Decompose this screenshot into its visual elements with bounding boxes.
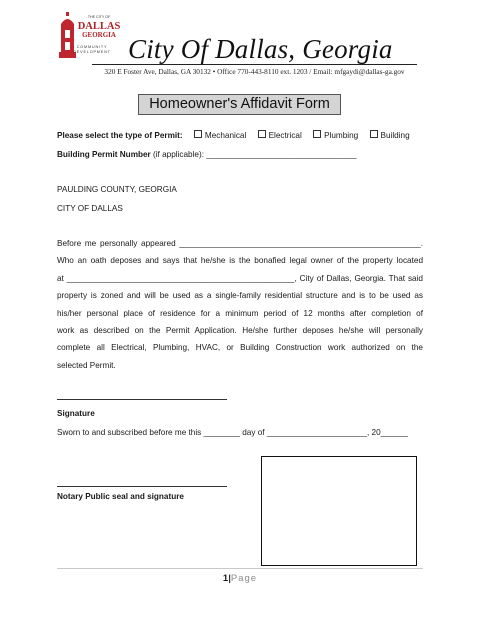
affidavit-body (57, 235, 423, 374)
checkbox-icon[interactable] (194, 130, 202, 138)
header-divider (92, 64, 417, 65)
body-line: at __________________________________________________, City of Dallas, Georgia. That said (57, 273, 423, 283)
permit-option-mechanical[interactable]: Mechanical (194, 131, 246, 140)
body-line: Before me personally appeared _____________________________________________________. (57, 239, 423, 248)
checkbox-icon[interactable] (258, 130, 266, 138)
city-line: CITY OF DALLAS (57, 204, 123, 213)
body-line: Who an oath deposes and says that he/she is the bonafied legal owner of the property located (57, 256, 423, 266)
logo-text-top: THE CITY OF (87, 15, 111, 19)
footer-divider (57, 568, 423, 569)
page-footer (0, 573, 480, 584)
page-word: Page (230, 573, 258, 584)
permit-option-electrical[interactable]: Electrical (258, 131, 302, 140)
checkbox-icon[interactable] (370, 130, 378, 138)
body-line: complete all Electrical, Plumbing, HVAC, or Building Construction work authorized on the (57, 343, 423, 353)
county-line: PAULDING COUNTY, GEORGIA (57, 185, 177, 194)
notary-seal-box (261, 456, 417, 566)
contact-address: 320 E Foster Ave, Dallas, GA 30132 • Office 770-443-8110 ext. 1203 / Email: mfgaydi@dallas-ga.gov (104, 67, 405, 76)
permit-type-row (57, 130, 410, 140)
city-logo (58, 10, 126, 70)
logo-text-city: DALLAS (77, 21, 121, 32)
logo-text-dept1: COMMUNITY (76, 45, 108, 49)
permit-type-label: Please select the type of Permit: (57, 131, 183, 140)
body-line: selected Permit. (57, 360, 116, 370)
body-line: his/her personal place of residence for a minimum period of 12 months after completion of (57, 308, 423, 318)
notary-label: Notary Public seal and signature (57, 492, 184, 501)
logo-text-dept2: DEVELOPMENT (73, 50, 111, 54)
signature-label: Signature (57, 409, 95, 418)
page-number: 1 (222, 573, 229, 584)
permit-number-field[interactable]: (if applicable): _________________________________ (153, 150, 357, 159)
checkbox-icon[interactable] (313, 130, 321, 138)
city-hall-emblem-icon (58, 10, 126, 70)
city-title: City Of Dallas, Georgia (128, 34, 393, 64)
permit-number-label: Building Permit Number (57, 150, 151, 159)
body-line: property is zoned and will be used as a single-family residential structure and is to be used as (57, 291, 423, 301)
logo-text-state: GEORGIA (82, 31, 116, 39)
permit-option-plumbing[interactable]: Plumbing (313, 131, 358, 140)
permit-number-row (57, 150, 357, 159)
permit-option-building[interactable]: Building (370, 131, 410, 140)
body-line: work as described on the Permit Application. He/she further deposes he/she will personally (57, 326, 423, 336)
notary-signature-line[interactable] (57, 486, 227, 487)
signature-line[interactable] (57, 399, 227, 400)
sworn-statement: Sworn to and subscribed before me this ________ day of ______________________, 20______ (57, 428, 408, 437)
page-separator: | (228, 573, 231, 584)
form-title: Homeowner's Affidavit Form (138, 94, 341, 115)
